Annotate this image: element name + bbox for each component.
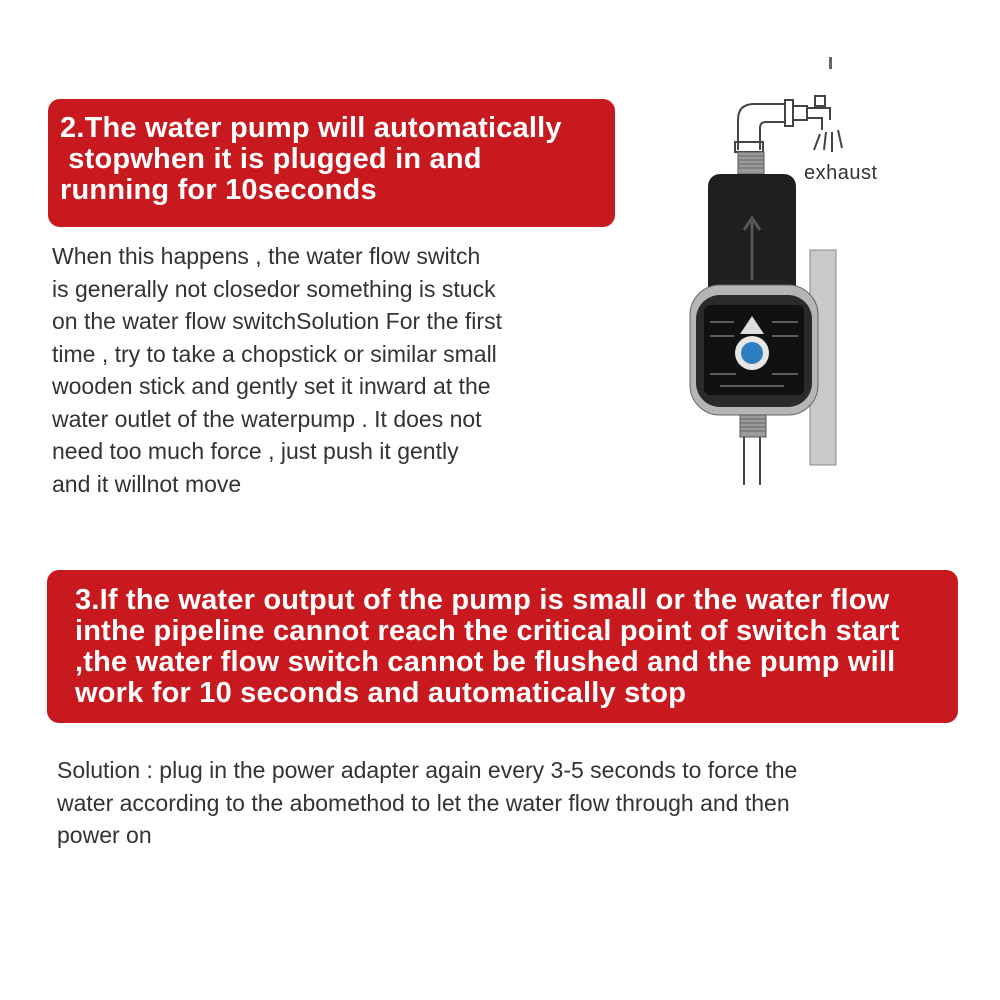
- section-2-body-line: wooden stick and gently set it inward at the: [52, 373, 491, 399]
- section-3-heading-line: 3.If the water output of the pump is small or the water flow: [75, 584, 890, 616]
- section-2-body-line: need too much force , just push it gently: [52, 438, 459, 464]
- section-3-body-line: water according to the abomethod to let the water flow through and then: [57, 789, 790, 816]
- section-2-heading-line: running for 10seconds: [60, 174, 377, 206]
- section-2-heading-line: stopwhen it is plugged in and: [60, 143, 482, 175]
- section-2-body-line: is generally not closedor something is stuck: [52, 275, 496, 302]
- upper-connector: [738, 152, 764, 174]
- pipe-elbow-outline: [735, 104, 785, 152]
- section-2-heading-line: 2.The water pump will automatically: [60, 112, 562, 144]
- section-2-body-line: When this happens , the water flow switch: [52, 243, 481, 269]
- section-2-body-line: water outlet of the waterpump . It does not: [52, 405, 482, 432]
- section-2-heading-banner: [48, 99, 615, 227]
- faucet-icon: [785, 96, 842, 152]
- section-3-heading-line: ,the water flow switch cannot be flushed and the pump will: [75, 646, 896, 678]
- decorative-tick: [829, 57, 832, 69]
- water-pump-illustration: [660, 90, 920, 490]
- section-3-heading-line: work for 10 seconds and automatically stop: [75, 677, 687, 709]
- section-2-body: [52, 240, 502, 500]
- section-3-body: [57, 754, 797, 852]
- section-3-heading-line: inthe pipeline cannot reach the critical point of switch start: [75, 615, 900, 647]
- section-2-body-line: and it willnot move: [52, 470, 242, 497]
- section-2-body-line: time , try to take a chopstick or similar small: [52, 340, 497, 367]
- section-3-heading-banner: [47, 570, 958, 723]
- section-3-body-line: power on: [57, 822, 152, 848]
- lower-connector: [740, 415, 766, 485]
- section-2-body-line: on the water flow switchSolution For the first: [52, 308, 502, 334]
- section-3-body-line: Solution : plug in the power adapter again every 3-5 seconds to force the: [57, 757, 798, 783]
- exhaust-label: exhaust: [804, 162, 878, 184]
